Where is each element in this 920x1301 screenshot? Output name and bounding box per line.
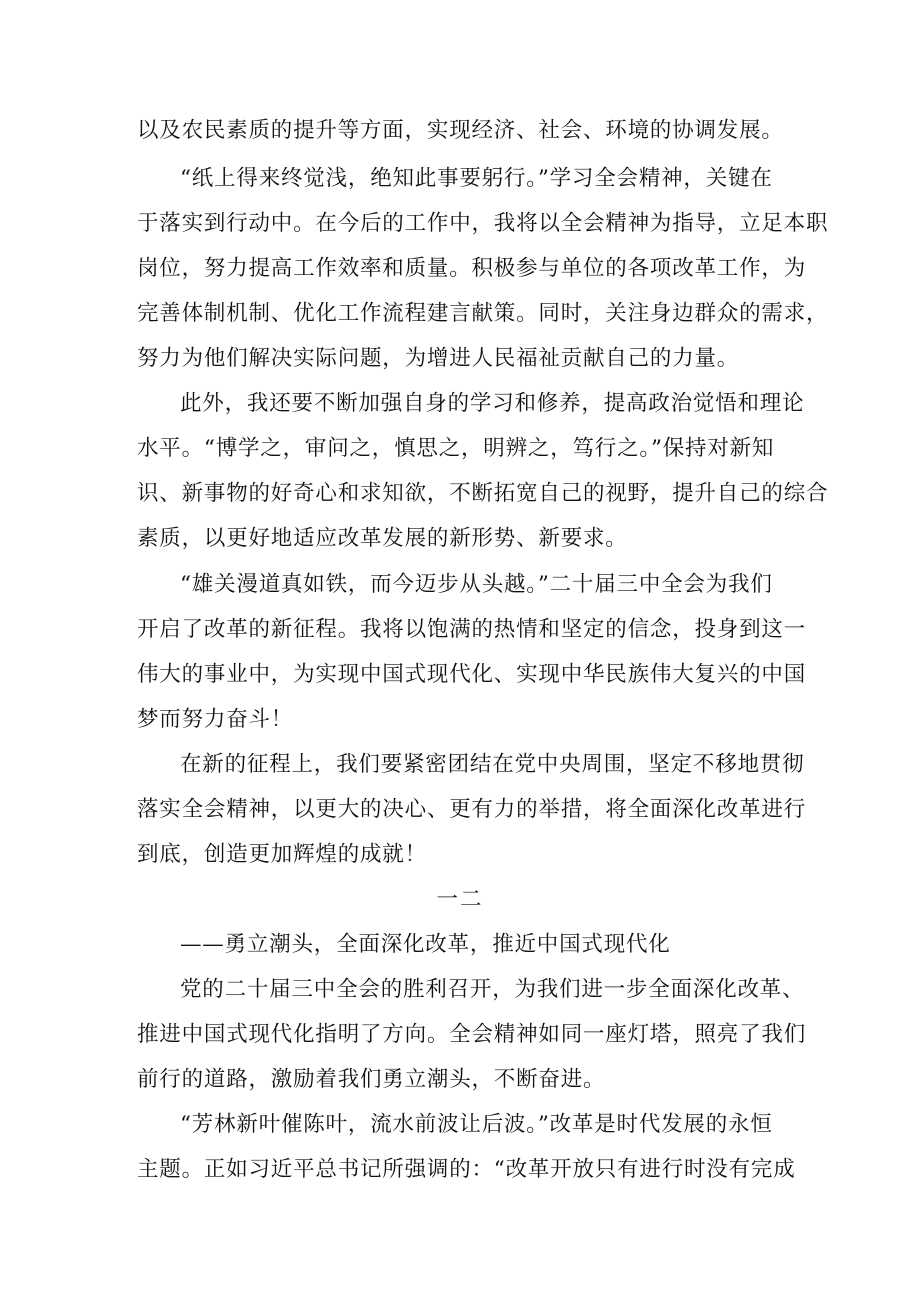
paragraph-1-line-1: 以及农民素质的提升等方面，实现经济、社会、环境的协调发展。 — [137, 118, 784, 143]
paragraph-5-line-2: 落实全会精神，以更大的决心、更有力的举措，将全面深化改革进行 — [137, 797, 807, 822]
paragraph-6-line-1: 党的二十届三中全会的胜利召开，为我们进一步全面深化改革、 — [180, 977, 805, 1002]
paragraph-4-line-3: 伟大的事业中，为实现中国式现代化、实现中华民族伟大复兴的中国 — [137, 662, 807, 687]
paragraph-7-line-1: “芳林新叶催陈叶，流水前波让后波。”改革是时代发展的永恒 — [180, 1112, 773, 1137]
paragraph-2-line-5: 努力为他们解决实际问题，为增进人民福祉贡献自己的力量。 — [137, 346, 740, 371]
paragraph-4-line-2: 开启了改革的新征程。我将以饱满的热情和坚定的信念，投身到这一 — [137, 617, 807, 642]
paragraph-2-line-1: “纸上得来终觉浅，绝知此事要躬行。”学习全会精神，关键在 — [180, 166, 773, 191]
paragraph-2-line-3: 岗位，努力提高工作效率和质量。积极参与单位的各项改革工作，为 — [137, 256, 807, 281]
paragraph-4-line-1: “雄关漫道真如铁，而今迈步从头越。”二十届三中全会为我们 — [180, 572, 773, 597]
paragraph-4-line-4: 梦而努力奋斗！ — [137, 707, 294, 732]
paragraph-3-line-3: 识、新事物的好奇心和求知欲，不断拓宽自己的视野，提升自己的综合 — [137, 481, 829, 506]
paragraph-5-line-1: 在新的征程上，我们要紧密团结在党中央周围，坚定不移地贯彻 — [180, 752, 805, 777]
paragraph-3-line-1: 此外，我还要不断加强自身的学习和修养，提高政治觉悟和理论 — [180, 391, 805, 416]
paragraph-6-line-2: 推进中国式现代化指明了方向。全会精神如同一座灯塔，照亮了我们 — [137, 1022, 807, 1047]
section-number: 一二 — [436, 887, 484, 912]
paragraph-7-line-2: 主题。正如习近平总书记所强调的：“改革开放只有进行时没有完成 — [137, 1157, 796, 1182]
section-subtitle: ——勇立潮头，全面深化改革，推近中国式现代化 — [180, 932, 671, 957]
paragraph-6-line-3: 前行的道路，激励着我们勇立潮头，不断奋进。 — [137, 1067, 606, 1092]
paragraph-3-line-4: 素质，以更好地适应改革发展的新形势、新要求。 — [137, 526, 628, 551]
paragraph-3-line-2: 水平。“博学之，审问之，慎思之，明辨之，笃行之。”保持对新知 — [137, 436, 775, 461]
paragraph-2-line-2: 于落实到行动中。在今后的工作中，我将以全会精神为指导，立足本职 — [137, 211, 829, 236]
paragraph-2-line-4: 完善体制机制、优化工作流程建言献策。同时，关注身边群众的需求， — [137, 301, 829, 326]
paragraph-5-line-3: 到底，创造更加辉煌的成就！ — [137, 842, 427, 867]
